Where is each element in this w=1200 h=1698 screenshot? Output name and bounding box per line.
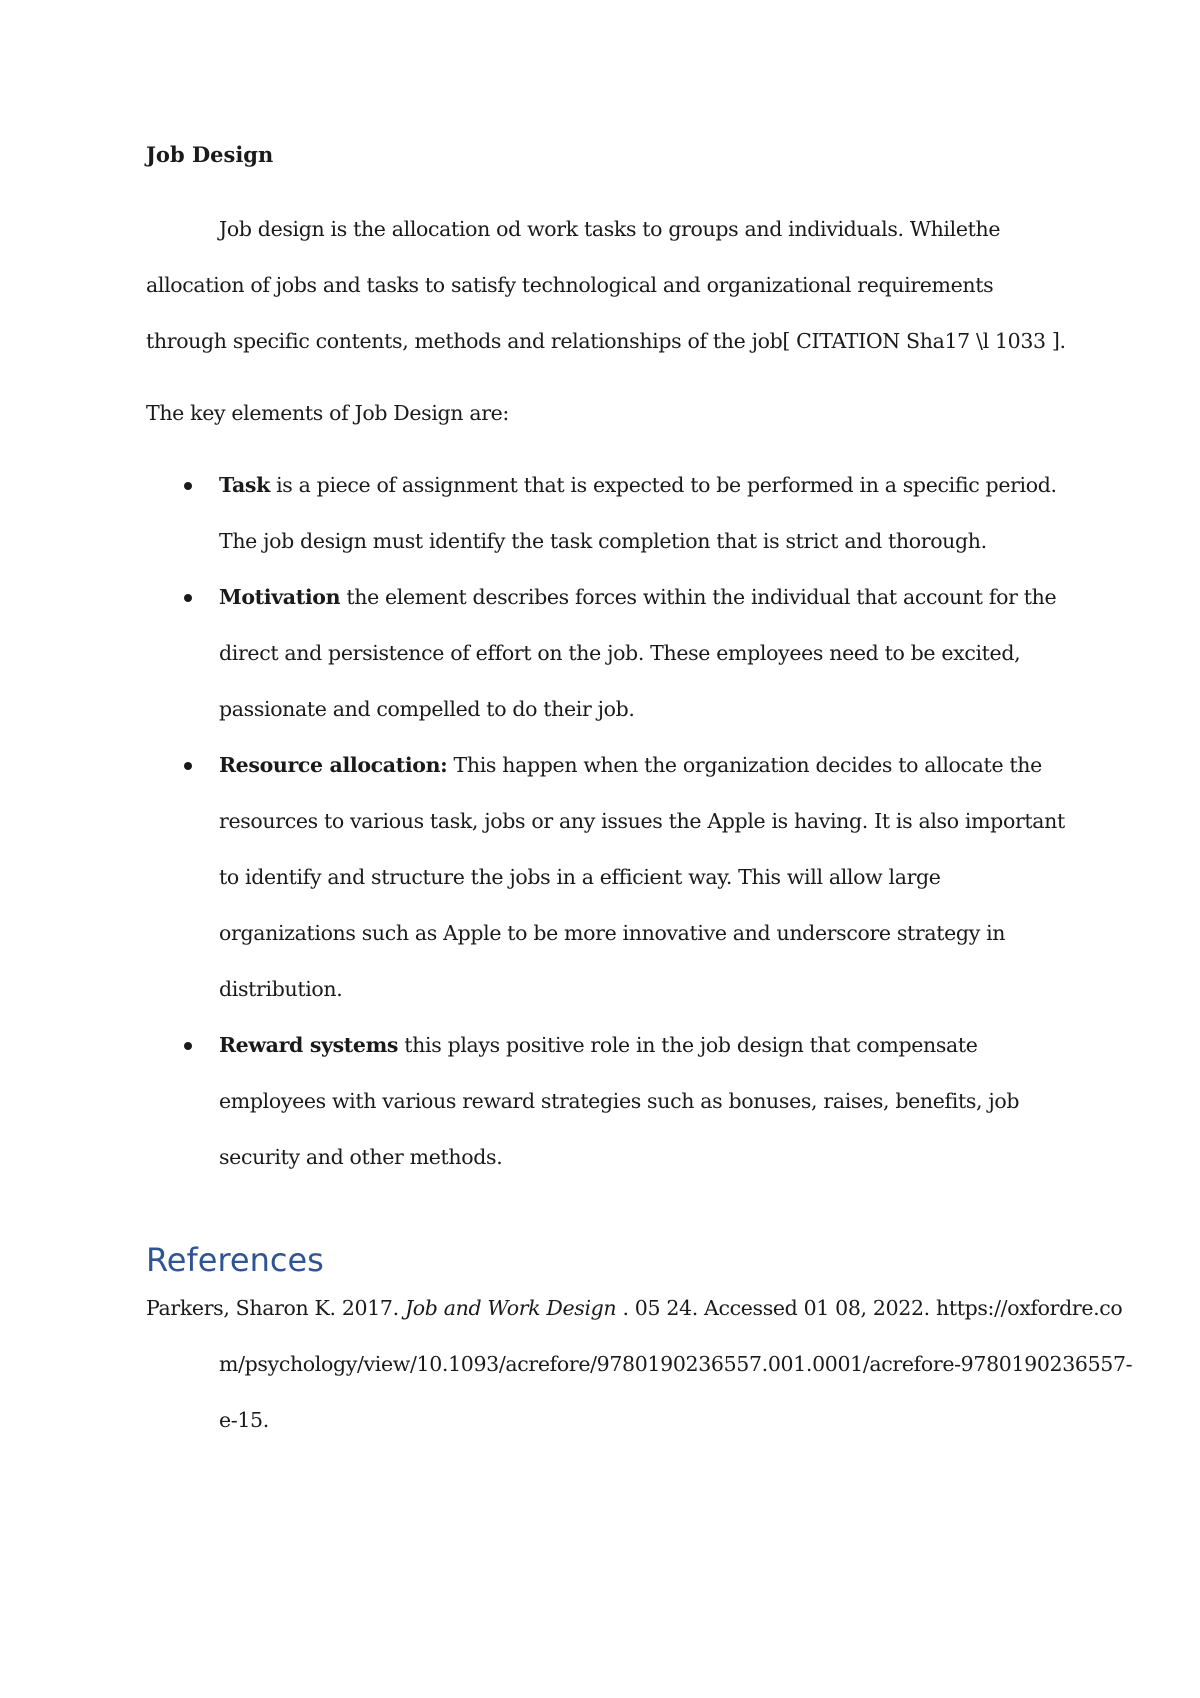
reference-entry (146, 1280, 1139, 1448)
key-elements-title: The key elements of Job Design are: (146, 401, 509, 425)
element-text: this plays positive role in the job design that compensate employees with various reward strategies such as bonuses, raises, benefits, job security and other methods. (219, 1033, 1020, 1169)
document-body (146, 141, 1066, 1185)
list-item-motivation (146, 569, 1066, 737)
bullet-icon (184, 762, 192, 770)
key-elements-list (146, 457, 1066, 1185)
bullet-icon (184, 1042, 192, 1050)
bullet-icon (184, 594, 192, 602)
element-term: Reward systems (219, 1033, 399, 1057)
element-term: Motivation (219, 585, 341, 609)
element-text: the element describes forces within the individual that account for the direct and persistence of effort on the job. These employees need to be excited, passionate and compelled to do their job. (219, 585, 1057, 721)
intro-paragraph: Job design is the allocation od work tasks to groups and individuals. Whilethe allocation of jobs and tasks to satisfy technological and organizational requirements through specific contents, methods and relationships of the job[ CITATION Sha17 \l 1033 ]. (146, 217, 1066, 353)
reference-authors: Parkers, Sharon K. 2017. (146, 1296, 405, 1320)
bullet-icon (184, 482, 192, 490)
reference-details: . 05 24. Accessed 01 08, 2022. https://oxfordre.com/psychology/view/10.1093/acrefore/9780190236557.001.0001/acrefore-9780190236557-e-15. (219, 1296, 1133, 1432)
references-heading: References (146, 1241, 324, 1279)
element-text: This happen when the organization decides to allocate the resources to various task, jobs or any issues the Apple is having. It is also important to identify and structure the jobs in a efficient way. This will allow large organizations such as Apple to be more innovative and underscore strategy in distribution. (219, 753, 1065, 1001)
element-text: is a piece of assignment that is expected to be performed in a specific period. The job design must identify the task completion that is strict and thorough. (219, 473, 1057, 553)
list-item-reward-systems (146, 1017, 1066, 1185)
list-item-resource-allocation (146, 737, 1066, 1017)
element-term: Task (219, 473, 270, 497)
section-heading: Job Design (146, 142, 274, 167)
reference-title: Job and Work Design (404, 1296, 617, 1320)
element-term: Resource allocation: (219, 753, 448, 777)
list-item-task (146, 457, 1066, 569)
